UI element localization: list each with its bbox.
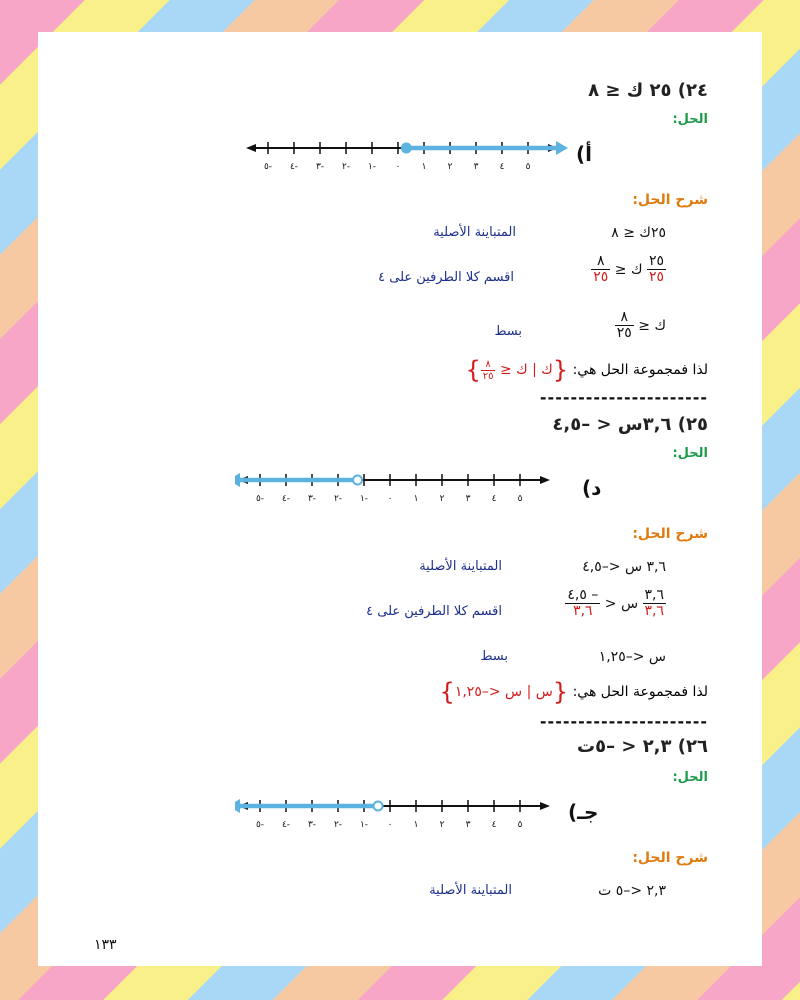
problem-number: ٢٤)	[677, 80, 708, 101]
step-fraction-expression	[565, 588, 666, 620]
fraction-numerator: ٢٥	[648, 253, 664, 269]
tick-label: ٣-	[315, 162, 325, 172]
answer-choice: أ)	[576, 142, 592, 166]
number-line-24	[243, 136, 573, 176]
fraction-numerator: ٣,٦	[644, 587, 664, 603]
solution-label: الحل:	[672, 770, 708, 785]
step-relation: س <	[604, 595, 639, 612]
open-endpoint	[353, 476, 362, 485]
page-number: ١٣٣	[94, 937, 117, 953]
tick-label: ٤	[499, 162, 505, 172]
separator: ----------------------	[539, 388, 708, 407]
set-body: س | س <–١,٢٥	[454, 684, 553, 700]
tick-label: ٣	[465, 820, 471, 830]
tick-label: ٣-	[307, 494, 317, 504]
solution-ray-arrow	[235, 799, 240, 813]
tick-label: ٢-	[333, 494, 343, 504]
tick-label: ٤	[491, 494, 497, 504]
number-line-25	[235, 468, 565, 508]
solution-ray-arrow	[235, 473, 240, 487]
set-open-brace: {	[552, 356, 569, 384]
explanation-label: شرح الحل:	[632, 850, 708, 866]
step-note: بسط	[480, 649, 508, 664]
tick-label: ٠	[387, 820, 393, 830]
step-expression: ٢٥ك ≤ ٨	[611, 225, 666, 241]
answer-choice: جـ)	[568, 800, 599, 824]
problem-statement: ٢٥ ك ≤ ٨	[588, 80, 672, 101]
set-close-brace: }	[465, 356, 481, 384]
tick-label: ٣-	[307, 820, 317, 830]
step-note: بسط	[494, 324, 522, 339]
tick-label: ٤-	[281, 494, 291, 504]
fraction-numerator: ٨	[597, 253, 605, 269]
set-body: ك | ك ≤	[499, 362, 553, 378]
problem-24-header	[588, 80, 708, 101]
step-note: المتباينة الأصلية	[429, 883, 512, 898]
tick-label: ٢	[447, 162, 453, 172]
step-expression: س <–١,٢٥	[598, 649, 666, 665]
solution-set-line	[465, 356, 708, 384]
explanation-label: شرح الحل:	[632, 192, 708, 208]
step-expression: ٢,٣ <–٥ ت	[598, 883, 666, 899]
step-fraction-expression	[615, 310, 666, 342]
solution-set-line	[440, 678, 708, 706]
tick-label: ٢-	[333, 820, 343, 830]
problem-statement: ٣,٦س < –٤,٥	[552, 414, 672, 435]
tick-label: ٠	[395, 162, 401, 172]
solution-label: الحل:	[672, 112, 708, 127]
tick-label: ٤-	[289, 162, 299, 172]
step-note: المتباينة الأصلية	[419, 559, 502, 574]
problem-number: ٢٥)	[677, 414, 708, 435]
problem-statement: ٢,٣ < –٥ت	[576, 736, 672, 757]
fraction-denominator: ٢٥	[482, 370, 494, 382]
fraction-denominator: ٢٥	[616, 325, 632, 342]
tick-label: ٣	[465, 494, 471, 504]
step-note: اقسم كلا الطرفين على ٤	[378, 270, 514, 285]
step-relation: ك ≤	[614, 261, 643, 278]
tick-label: ٥	[517, 820, 523, 830]
tick-label: ٣	[473, 162, 479, 172]
step-note: المتباينة الأصلية	[433, 225, 516, 240]
tick-label: ٥-	[263, 162, 273, 172]
tick-label: ٤	[491, 820, 497, 830]
solution-ray-arrow	[556, 141, 568, 155]
fraction-numerator: ٨	[620, 309, 629, 325]
explanation-label: شرح الحل:	[632, 526, 708, 542]
fraction-numerator: – ٤,٥	[567, 587, 599, 603]
separator: ----------------------	[539, 712, 708, 731]
axis-arrow-right	[540, 802, 550, 810]
axis-arrow-right	[540, 476, 550, 484]
step-fraction-expression	[591, 254, 666, 286]
tick-label: ١	[421, 162, 427, 172]
tick-label: ٢	[439, 820, 445, 830]
tick-label: ٤-	[281, 820, 291, 830]
tick-label: ١	[413, 820, 419, 830]
tick-label: ٥-	[255, 820, 265, 830]
solution-label: الحل:	[672, 446, 708, 461]
conclusion-text: لذا فمجموعة الحل هي:	[572, 684, 708, 700]
problem-26-header	[577, 736, 708, 757]
tick-label: ٠	[387, 494, 393, 504]
set-close-brace: }	[439, 678, 455, 706]
closed-endpoint	[402, 144, 411, 153]
answer-choice: د)	[582, 476, 602, 500]
tick-label: ٥	[517, 494, 523, 504]
fraction-denominator: ٢٥	[593, 269, 609, 286]
page	[38, 32, 762, 966]
number-line-26	[235, 794, 565, 834]
fraction-denominator: ٢٥	[648, 269, 664, 286]
open-endpoint	[374, 802, 383, 811]
fraction-denominator: ٣,٦	[644, 603, 664, 620]
step-expression: ٣,٦ س <–٤,٥	[582, 559, 666, 575]
tick-label: ٥-	[255, 494, 265, 504]
tick-label: ١	[413, 494, 419, 504]
step-relation: ك ≤	[638, 317, 666, 334]
axis-arrow-left	[246, 144, 256, 152]
tick-label: ١-	[359, 494, 369, 504]
fraction-numerator: ٨	[485, 358, 491, 370]
problem-number: ٢٦)	[677, 736, 708, 757]
step-note: اقسم كلا الطرفين على ٤	[366, 604, 502, 619]
tick-label: ١-	[359, 820, 369, 830]
fraction-denominator: ٣,٦	[565, 603, 600, 619]
conclusion-text: لذا فمجموعة الحل هي:	[572, 362, 708, 378]
tick-label: ٢	[439, 494, 445, 504]
tick-label: ٥	[525, 162, 531, 172]
tick-label: ٢-	[341, 162, 351, 172]
set-open-brace: {	[552, 678, 569, 706]
problem-25-header	[552, 414, 708, 435]
tick-label: ١-	[367, 162, 377, 172]
